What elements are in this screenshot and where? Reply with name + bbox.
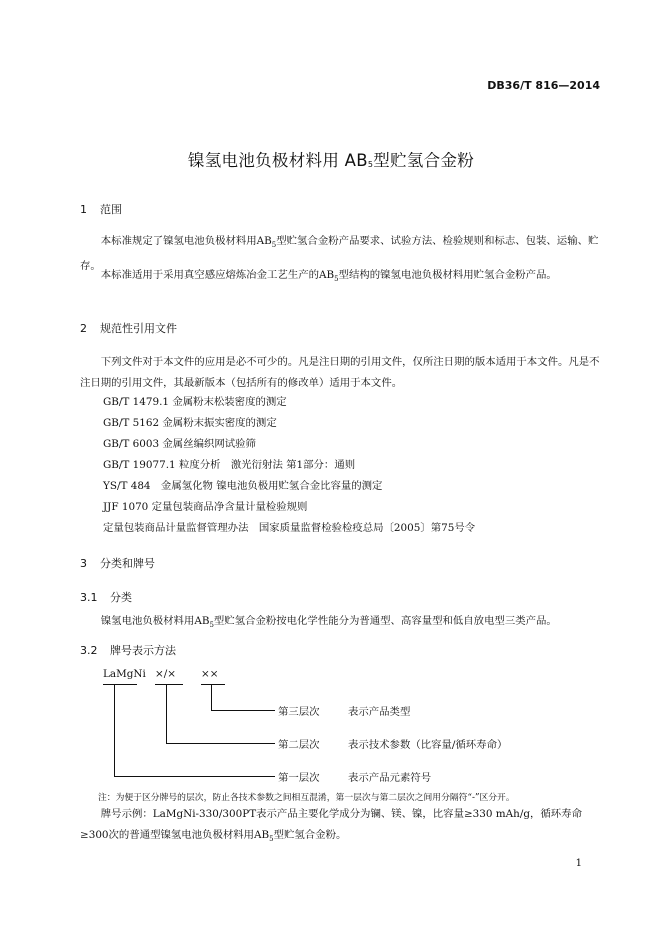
- section-2-intro: 下列文件对于本文件的应用是必不可少的。凡是注日期的引用文件，仅所注日期的版本适用于本文件。凡是不注日期的引用文件，其最新版本（包括所有的修改单）适用于本文件。: [80, 356, 600, 389]
- section-title: 分类和牌号: [100, 557, 155, 570]
- connector-vertical-3: [211, 684, 212, 711]
- note-text: 注：为便于区分牌号的层次，防止各技术参数之间相互混淆，第一层次与第二层次之间用分隔符“-”区分开。: [98, 793, 515, 803]
- underline-middle: [155, 684, 183, 685]
- title-main: 镍氢电池负极材料用 AB: [187, 151, 368, 170]
- connector-horizontal-1: [114, 776, 275, 777]
- connector-horizontal-2: [166, 743, 275, 744]
- level-description: 表示产品元素符号: [348, 772, 432, 784]
- connector-horizontal-3: [211, 710, 275, 711]
- section-title: 牌号表示方法: [110, 644, 176, 657]
- title-subscript: 5: [367, 160, 374, 169]
- level-label: 第一层次: [278, 772, 320, 784]
- section-1-paragraph-1: 本标准规定了镍氢电池负极材料用$AB_5$型贮氢合金粉产品要求、试验方法、检验规则和标志、包装、运输、贮存。: [80, 235, 599, 273]
- brand-prefix: LaMgNi: [103, 668, 146, 680]
- brand-middle: ×/×: [155, 668, 176, 680]
- section-number: 3: [80, 557, 87, 570]
- section-number: 3.1: [80, 591, 98, 604]
- classification-text: 镍氢电池负极材料用$AB_5$型贮氢合金粉按电化学性能分为普通型、高容量型和低自放电型三类产品。: [100, 615, 557, 630]
- section-number: 1: [80, 203, 87, 216]
- section-title: 范围: [100, 203, 122, 216]
- section-1-paragraph-2: 本标准适用于采用真空感应熔炼冶金工艺生产的$AB_5$型结构的镍氢电池负极材料用贮氢合金粉产品。: [100, 269, 557, 284]
- section-2-heading: [80, 320, 177, 336]
- section-3-heading: [80, 555, 155, 571]
- underline-prefix: [103, 684, 137, 685]
- section-1-heading: [80, 201, 122, 217]
- section-3-1-heading: [80, 589, 132, 605]
- page-number: 1: [575, 858, 582, 869]
- section-number: 3.2: [80, 644, 98, 657]
- standard-code: DB36/T 816—2014: [487, 79, 600, 92]
- connector-vertical-2: [166, 684, 167, 744]
- reference-item: 定量包装商品计量监督管理办法 国家质量监督检验检疫总局〔2005〕第75号令: [103, 522, 476, 534]
- reference-item: GB/T 5162 金属粉末振实密度的测定: [103, 417, 277, 429]
- reference-item: GB/T 6003 金属丝编织网试验筛: [103, 438, 256, 450]
- brand-end: ××: [201, 668, 219, 680]
- section-3-2-heading: [80, 642, 176, 658]
- reference-item: GB/T 19077.1 粒度分析 激光衍射法 第1部分：通则: [103, 459, 356, 471]
- section-title: 规范性引用文件: [100, 322, 177, 335]
- reference-item: JJF 1070 定量包装商品净含量计量检验规则: [103, 501, 308, 513]
- reference-item: YS/T 484 金属氢化物 镍电池负极用贮氢合金比容量的测定: [103, 480, 383, 492]
- section-title: 分类: [110, 591, 132, 604]
- level-label: 第二层次: [278, 739, 320, 751]
- brand-example: 牌号示例：LaMgNi-330/300PT表示产品主要化学成分为镧、镁、镍，比容量≥330 mAh/g，循环寿命≥300次的普通型镍氢电池负极材料用$AB_5$型贮氢合金粉。: [80, 808, 582, 844]
- level-label: 第三层次: [278, 706, 320, 718]
- reference-item: GB/T 1479.1 金属粉末松装密度的测定: [103, 396, 287, 408]
- document-title: [0, 147, 662, 171]
- level-description: 表示技术参数（比容量/循环寿命）: [348, 739, 508, 751]
- title-suffix: 型贮氢合金粉: [373, 151, 475, 170]
- level-description: 表示产品类型: [348, 706, 411, 718]
- section-number: 2: [80, 322, 87, 335]
- underline-end: [201, 684, 225, 685]
- connector-vertical-1: [114, 684, 115, 777]
